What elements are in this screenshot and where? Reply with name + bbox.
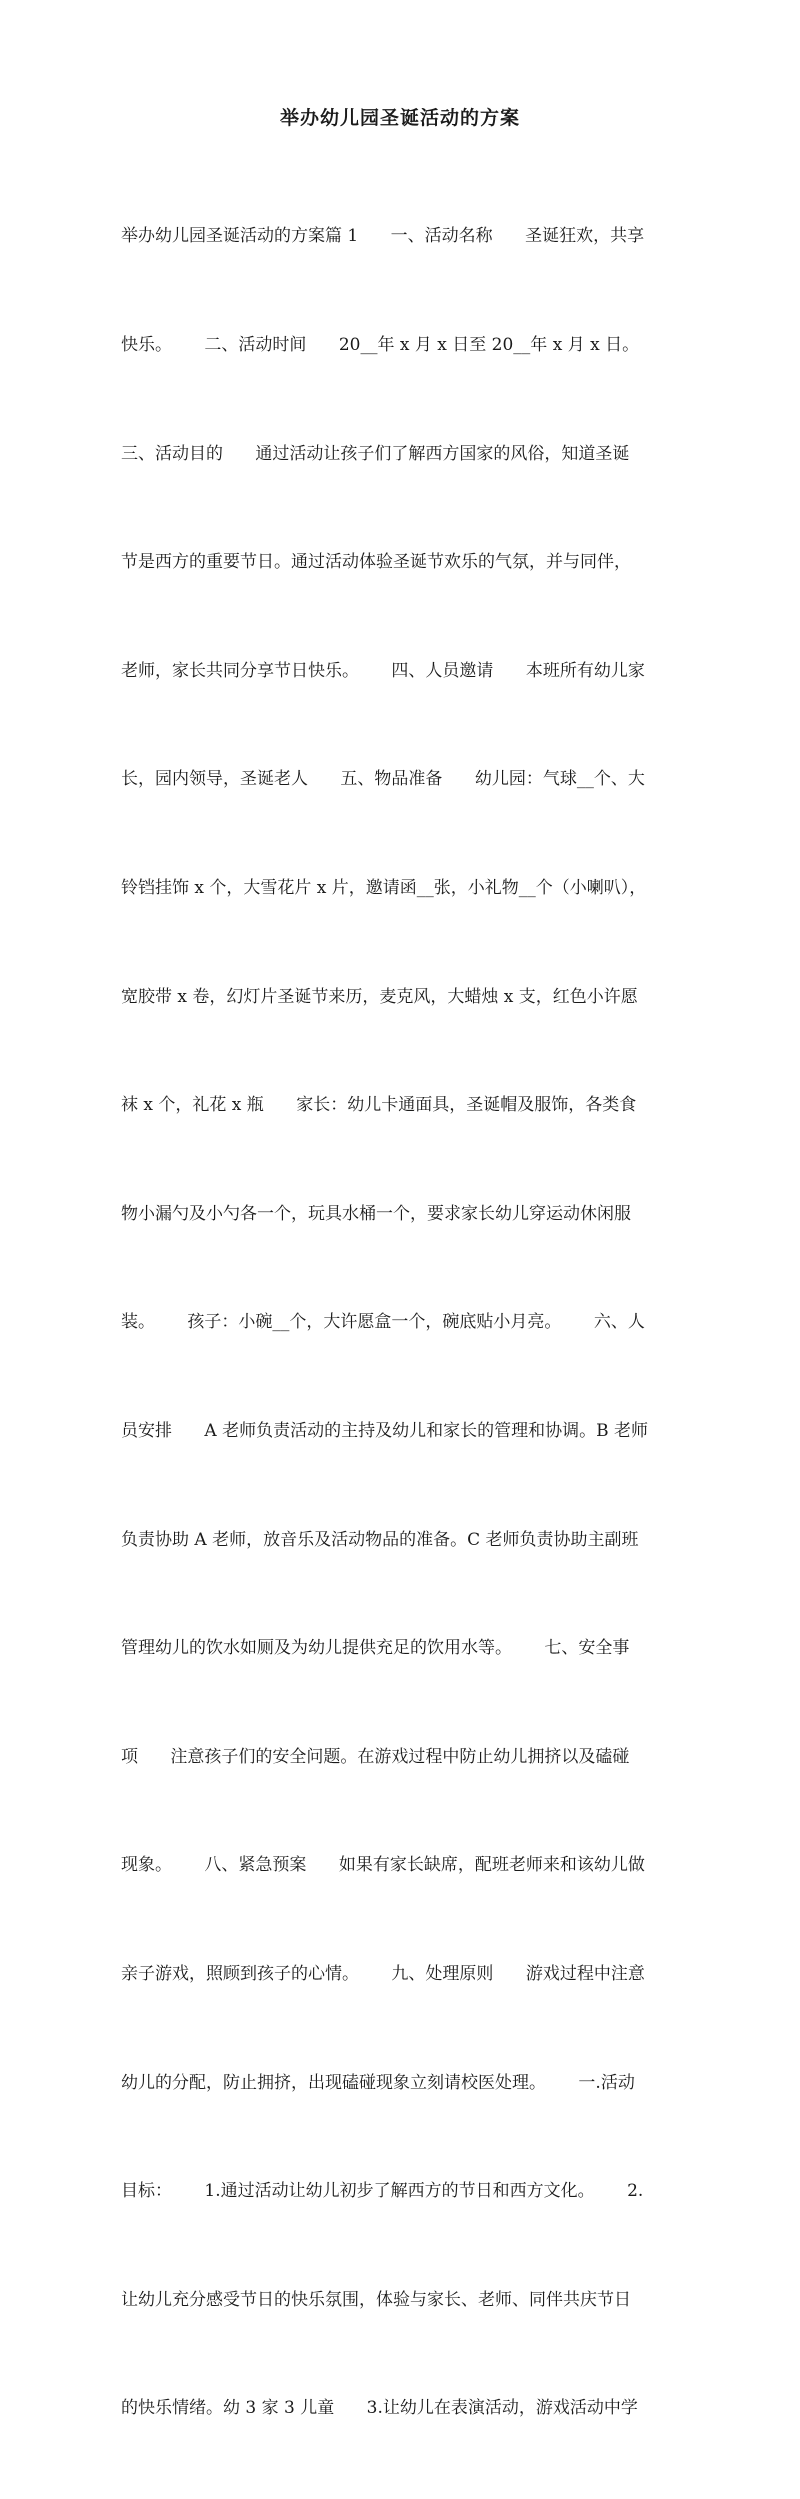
body-line: 节是西方的重要节日。通过活动体验圣诞节欢乐的气氛，并与同伴， [121,552,631,573]
body-line: 长，园内领导，圣诞老人 五、物品准备 幼儿园：气球__个、大 [121,769,645,790]
body-line: 目标： 1.通过活动让幼儿初步了解西方的节日和西方文化。 2. [121,2181,644,2202]
body-line: 宽胶带 x 卷，幻灯片圣诞节来历，麦克风，大蜡烛 x 支，红色小许愿 [121,986,638,1007]
body-line: 老师，家长共同分享节日快乐。 四、人员邀请 本班所有幼儿家 [121,660,645,681]
body-line: 管理幼儿的饮水如厕及为幼儿提供充足的饮用水等。 七、安全事 [121,1638,630,1659]
document-title: 举办幼儿园圣诞活动的方案 [279,107,520,129]
body-line: 快乐。 二、活动时间 20__年 x 月 x 日至 20__年 x 月 x 日。 [121,335,640,355]
document-body [121,146,681,2499]
body-line: 亲子游戏，照顾到孩子的心情。 九、处理原则 游戏过程中注意 [121,1963,645,1984]
body-line: 铃铛挂饰 x 个，大雪花片 x 片，邀请函__张，小礼物__个（小喇叭）， [121,877,647,898]
body-line: 袜 x 个，礼花 x 瓶 家长：幼儿卡通面具，圣诞帽及服饰，各类食 [121,1095,637,1116]
body-line: 物小漏勺及小勺各一个，玩具水桶一个，要求家长幼儿穿运动休闲服 [121,1203,631,1224]
body-line: 举办幼儿园圣诞活动的方案篇 1 一、活动名称 圣诞狂欢，共享 [121,226,645,247]
body-line: 项 注意孩子们的安全问题。在游戏过程中防止幼儿拥挤以及磕碰 [121,1746,630,1767]
body-line: 装。 孩子：小碗__个，大许愿盒一个，碗底贴小月亮。 六、人 [121,1312,645,1333]
body-line: 让幼儿充分感受节日的快乐氛围，体验与家长、老师、同伴共庆节日 [121,2289,631,2310]
body-line: 三、活动目的 通过活动让孩子们了解西方国家的风俗，知道圣诞 [121,443,630,464]
body-line: 现象。 八、紧急预案 如果有家长缺席，配班老师来和该幼儿做 [121,1855,645,1876]
body-line: 员安排 A 老师负责活动的主持及幼儿和家长的管理和协调。B 老师 [121,1420,648,1441]
body-line: 幼儿的分配，防止拥挤，出现磕碰现象立刻请校医处理。 一.活动 [121,2072,635,2093]
body-line: 负责协助 A 老师，放音乐及活动物品的准备。C 老师负责协助主副班 [121,1529,639,1550]
body-line: 的快乐情绪。幼 3 家 3 儿童 3.让幼儿在表演活动，游戏活动中学 [121,2398,638,2419]
